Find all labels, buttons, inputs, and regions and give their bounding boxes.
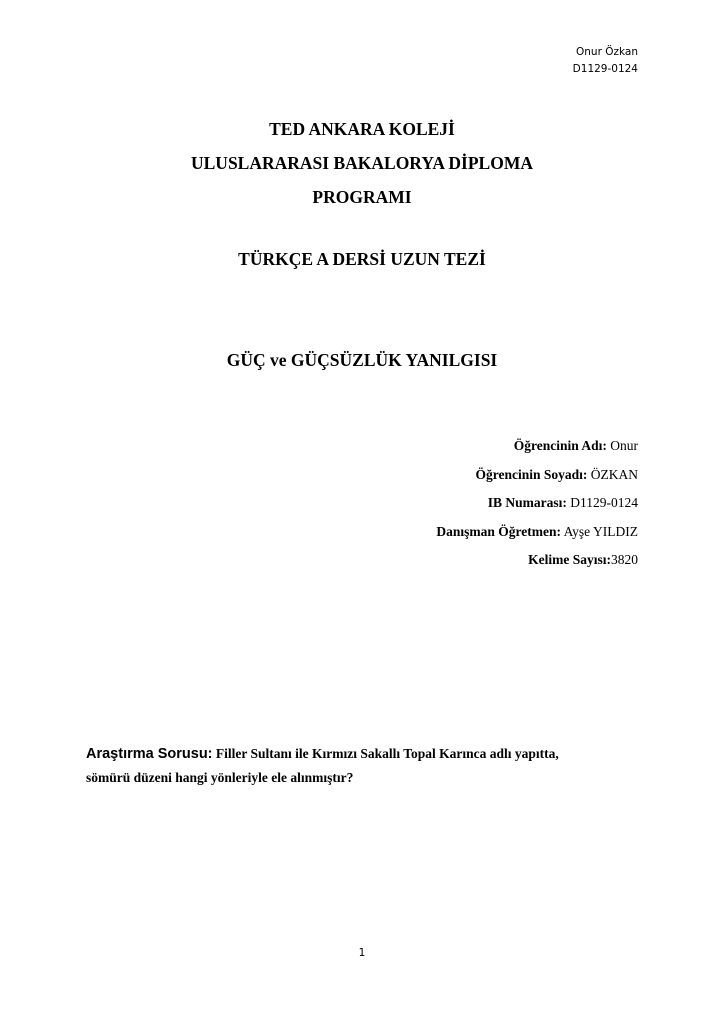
info-row-first-name (436, 436, 638, 465)
info-value: Onur (606, 438, 638, 453)
info-label: Danışman Öğretmen: (436, 523, 561, 539)
candidate-code: D1129-0124 (572, 63, 638, 75)
student-info (436, 436, 638, 579)
title-line-3: PROGRAMI (312, 187, 412, 207)
page-number: 1 (358, 947, 366, 959)
info-value: Ayşe YILDIZ (561, 523, 638, 539)
subject-heading: TÜRKÇE A DERSİ UZUN TEZİ (238, 249, 486, 269)
info-row-last-name (436, 465, 638, 494)
info-row-supervisor (436, 522, 638, 551)
info-label: Öğrencinin Soyadı: (475, 466, 588, 482)
info-value: D1129-0124 (566, 495, 638, 510)
school-title (0, 112, 724, 214)
research-question-text-1: Filler Sultanı ile Kırmızı Sakallı Topal Karınca adlı yapıtta, (215, 746, 559, 761)
info-label: IB Numarası: (487, 495, 567, 510)
title-line-1: TED ANKARA KOLEJİ (269, 119, 455, 139)
research-question-text-2: sömürü düzeni hangi yönleriyle ele alınmıştır? (86, 770, 354, 785)
info-row-word-count (436, 550, 638, 579)
thesis-title: GÜÇ ve GÜÇSÜZLÜK YANILGISI (226, 350, 498, 370)
info-label: Kelime Sayısı: (528, 552, 611, 567)
info-value: ÖZKAN (587, 466, 638, 482)
title-line-2: ULUSLARARASI BAKALORYA DİPLOMA (191, 153, 533, 173)
page-header (573, 44, 638, 78)
info-row-ib-number (436, 493, 638, 522)
info-label: Öğrencinin Adı: (513, 438, 607, 453)
author-name: Onur Özkan (576, 46, 638, 58)
research-question-label: Araştırma Sorusu: (86, 746, 213, 762)
research-question (86, 742, 646, 790)
info-value: 3820 (611, 552, 638, 567)
